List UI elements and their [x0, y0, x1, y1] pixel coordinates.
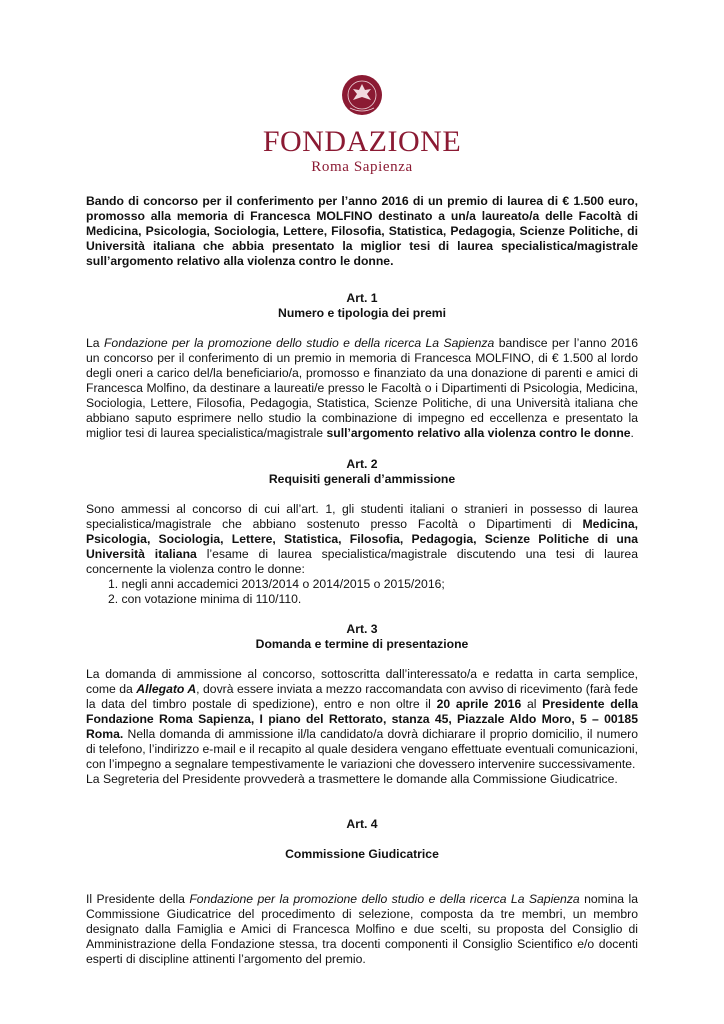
art3-paragraph-2: La Segreteria del Presidente provvederà a trasmettere le domande alla Commissione Giudicatrice.: [86, 772, 618, 786]
logo-name: FONDAZIONE: [262, 125, 462, 158]
art1-number: Art. 1: [346, 291, 378, 305]
art3-text-c: al: [521, 697, 543, 711]
art4-text-b: nomina la Commissione Giudicatrice del procedimento di selezione, composta da tre membri, un membro designato dalla Famiglia e Amici di Francesca Molfino e due scelti, su proposta del Consiglio di Amministrazione della Fondazione stessa, tra docenti componenti il Consiglio Scientifico e/o docenti esperti di discipline attinenti l’argomento del premio.: [86, 892, 638, 966]
art1-text-b: bandisce per l’anno 2016 un concorso per il conferimento di un premio in memoria di Francesca MOLFINO, di € 1.500 al lordo degli oneri a carico del/la beneficiario/a, promosso e finanziato da una donazione di parenti e amici di Francesca Molfino, da destinare a laureati/e presso le Facoltà o i Dipartimenti di Psicologia, Medicina, Sociologia, Lettere, Filosofia, Pedagogia, Statistica, Scienze Politiche, di una Università italiana che abbiano saputo esprimere nello studio la combinazione di impegno ed eccellenza e presentato la miglior tesi di laurea specialistica/magistrale: [86, 336, 638, 440]
art4-paragraph: [86, 892, 638, 967]
sapienza-seal-icon: [340, 70, 384, 120]
art3-allegato: Allegato A: [136, 682, 197, 696]
art1-foundation-name: Fondazione per la promozione dello studio e della ricerca La Sapienza: [103, 336, 495, 350]
art1-text-a: La: [86, 336, 104, 350]
art4-number: Art. 4: [346, 817, 378, 831]
list-item: 1. negli anni accademici 2013/2014 o 2014/2015 o 2015/2016;: [108, 577, 445, 591]
document-title: Bando di concorso per il conferimento per l’anno 2016 di un premio di laurea di € 1.500 euro, promosso alla memoria di Francesca MOLFINO destinato a un/a laureato/a delle Facoltà di Medicina, Psicologia, Sociologia, Lettere, Filosofia, Statistica, Pedagogia, Scienze Politiche, di Università italiana che abbia presentato la miglior tesi di laurea specialistica/magistrale sull’argomento relativo alla violenza contro le donne.: [86, 194, 638, 268]
art1-text-end: .: [630, 426, 634, 440]
art1-topic: sull’argomento relativo alla violenza contro le donne: [326, 426, 631, 440]
art3-number: Art. 3: [346, 622, 378, 636]
art3-text-d: Nella domanda di ammissione il/la candidato/a dovrà dichiarare il proprio domicilio, il numero di telefono, l’indirizzo e-mail e il recapito al quale desidera vengano effettuate eventuali comunicazioni, con l’impegno a segnalare tempestivamente le variazioni che dovessero intervenire successivamente.: [86, 727, 638, 771]
art1-paragraph: [86, 336, 638, 441]
art2-number: Art. 2: [346, 457, 378, 471]
art3-text-a: La domanda di ammissione al concorso, sottoscritta dall’interessato/a e redatta in carta semplice, come da: [86, 667, 638, 696]
art3-address: Presidente della Fondazione Roma Sapienza, I piano del Rettorato, stanza 45, Piazzale Aldo Moro, 5 – 00185 Roma.: [86, 697, 638, 741]
art2-text-b: l’esame di laurea specialistica/magistrale discutendo una tesi di laurea concernente la violenza contro le donne:: [86, 547, 638, 576]
art3-heading: Domanda e termine di presentazione: [255, 637, 469, 651]
art4-text-a: Il Presidente della: [86, 892, 190, 906]
art2-paragraph: [86, 502, 638, 577]
art1-heading: Numero e tipologia dei premi: [278, 306, 446, 320]
art2-heading: Requisiti generali d’ammissione: [268, 472, 456, 486]
art2-text-a: Sono ammessi al concorso di cui all’art. 1, gli studenti italiani o stranieri in possesso di laurea specialistica/magistrale che abbiano sostenuto presso Facoltà o Dipartimenti di: [86, 502, 638, 531]
list-item: 2. con votazione minima di 110/110.: [108, 592, 302, 606]
art2-faculties: Medicina, Psicologia, Sociologia, Lettere, Statistica, Filosofia, Pedagogia, Scienze Politiche di una Università italiana: [86, 517, 638, 561]
logo-subtitle: Roma Sapienza: [311, 159, 413, 175]
art4-foundation-name: Fondazione per la promozione dello studio e della ricerca La Sapienza: [189, 892, 580, 906]
art4-heading: Commissione Giudicatrice: [285, 847, 439, 861]
art3-text-b: , dovrà essere inviata a mezzo raccomandata con avviso di ricevimento (farà fede la data del timbro postale di spedizione), entro e non oltre il: [86, 682, 639, 711]
art3-paragraph: [86, 667, 638, 772]
art2-requirements-list: [86, 577, 638, 607]
art3-deadline: 20 aprile 2016: [436, 697, 522, 711]
document-body: [86, 194, 638, 967]
fondazione-logo: [0, 70, 724, 176]
